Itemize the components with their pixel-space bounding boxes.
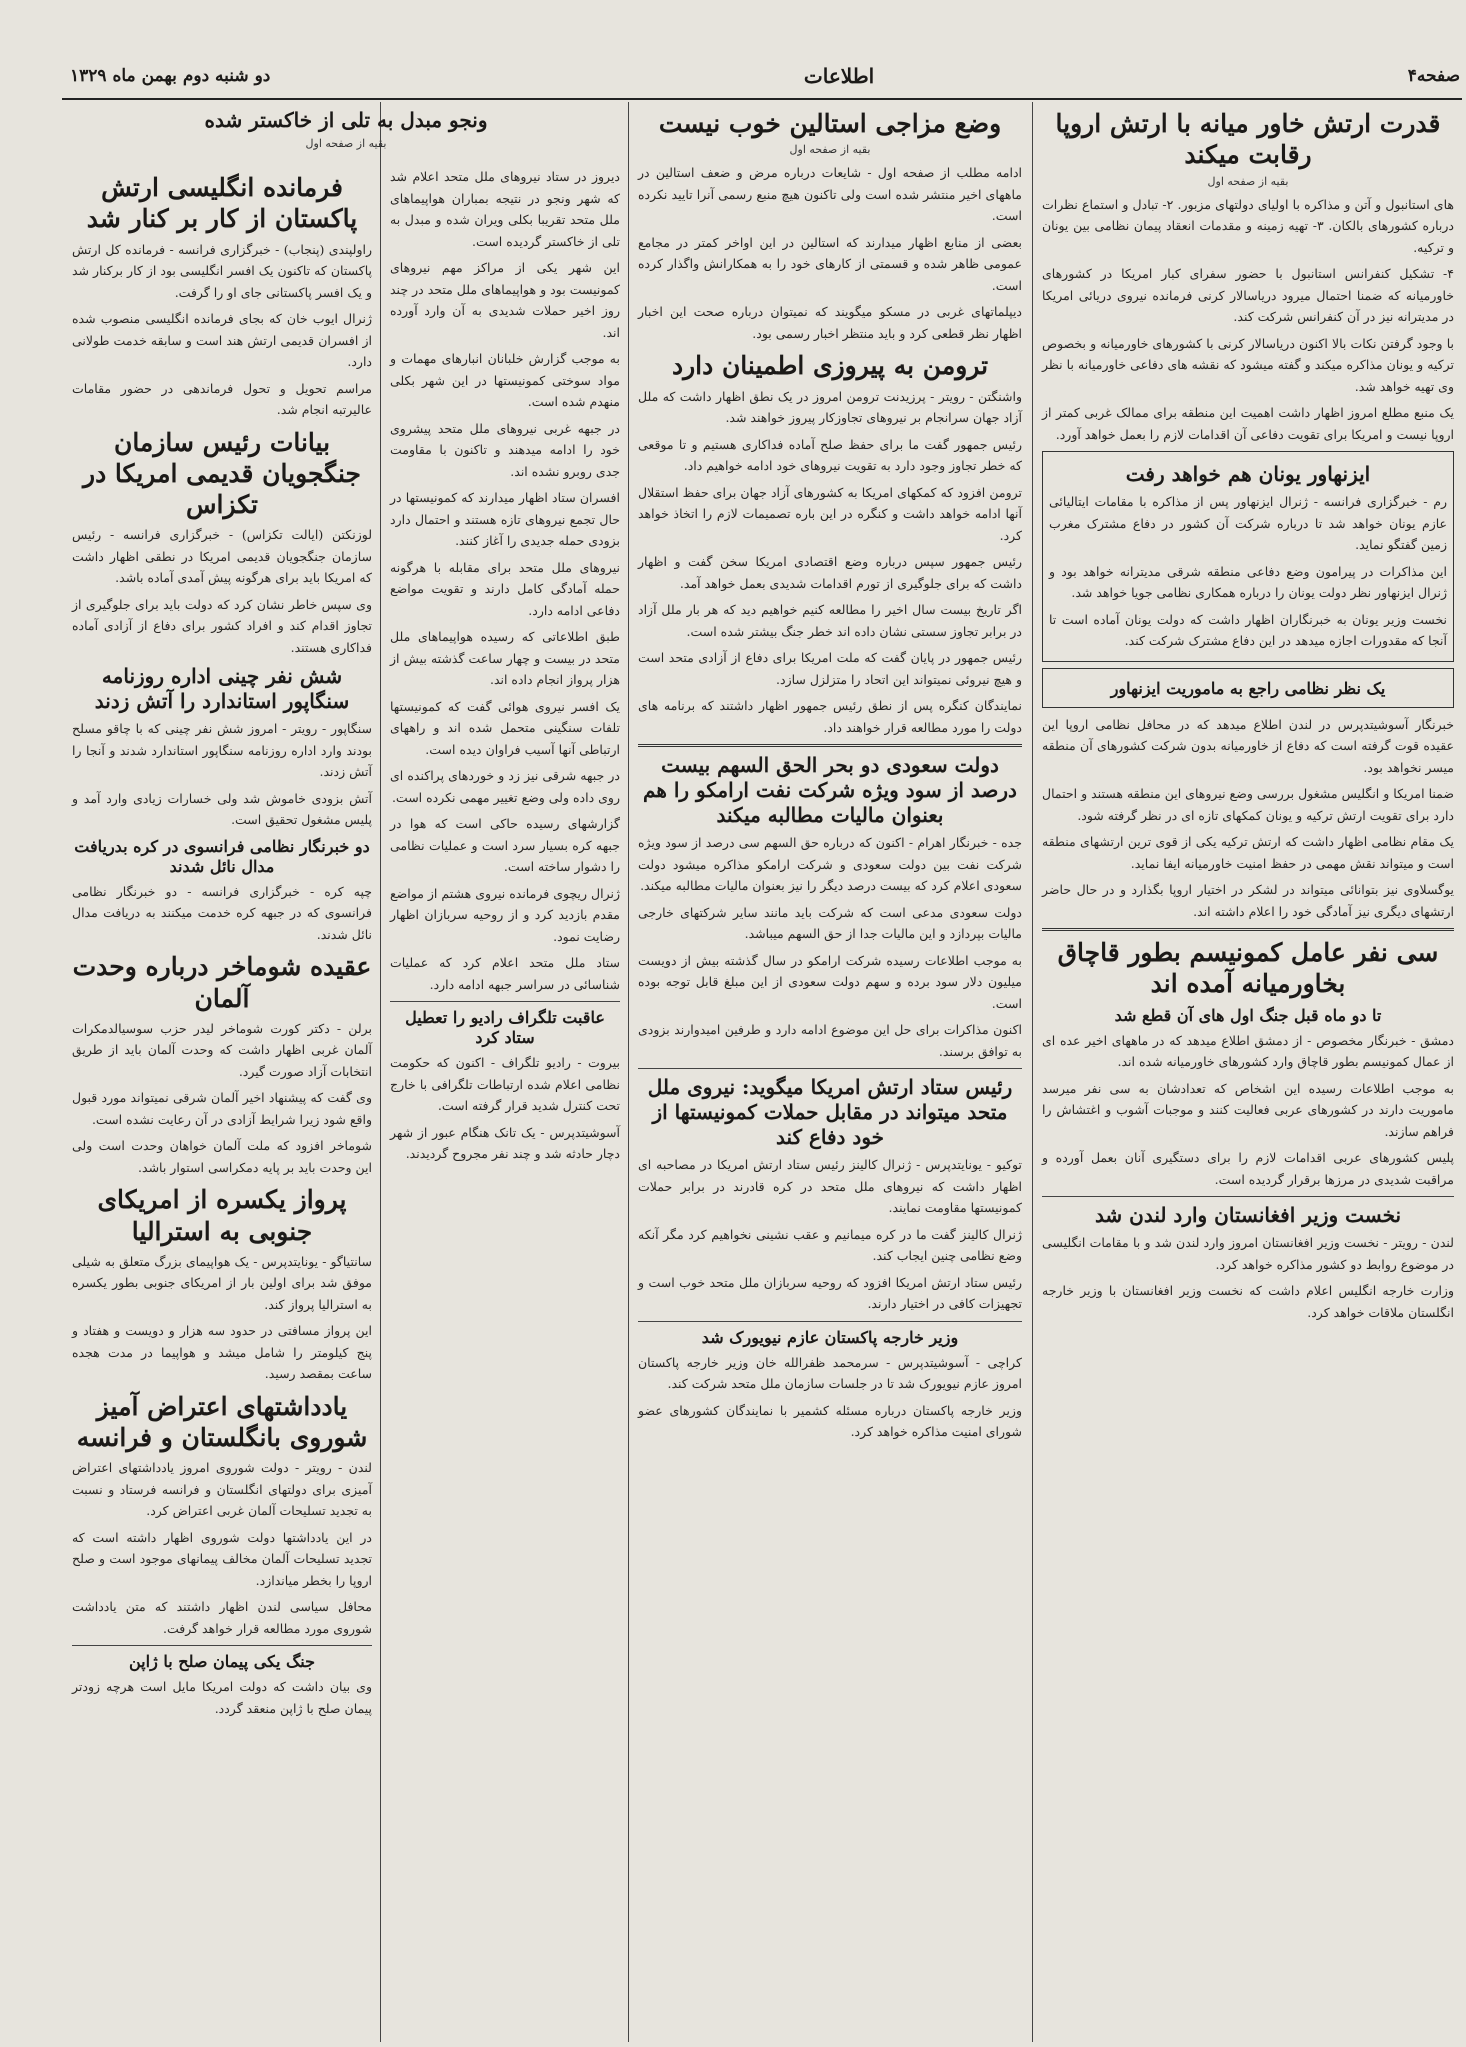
paragraph: وزیر خارجه پاکستان درباره مسئله کشمیر با نمایندگان کشورهای عضو شورای امنیت مذاکره خواهد کرد. <box>638 1402 1022 1439</box>
masthead <box>70 58 1460 94</box>
paragraph: اگر تاریخ بیست سال اخیر را مطالعه کنیم خواهیم دید که هر بار ملل آزاد در برابر تجاوز سستی نشان داده اند خطر جنگ بیشتر شده است. <box>638 602 1022 639</box>
section-rule <box>72 1645 372 1646</box>
paragraph: به موجب اطلاعات رسیده شرکت ارامکو در سال گذشته بیش از دویست میلیون دلار سود برده و سهم دولت سعودی از این مبلغ قابل توجه بوده است. <box>638 952 1022 1011</box>
left-block-header <box>64 102 628 162</box>
section-rule <box>638 1068 1022 1069</box>
subheadline: جنگ یکی پیمان صلح با ژاپن <box>128 1652 315 1672</box>
headline: رئیس ستاد ارتش امریکا میگوید: نیروی ملل متحد میتواند در مقابل حملات کمونیستها از خود دفاع کند <box>647 1075 1013 1149</box>
paragraph: مراسم تحویل و تحول فرماندهی در حضور مقامات عالیرتبه انجام شد. <box>72 380 372 417</box>
headline: شش نفر چینی اداره روزنامه سنگاپور استاندارد را آتش زدند <box>94 664 350 714</box>
continued-note: بقیه از صفحه اول <box>1207 174 1289 188</box>
headline: پرواز یکسره از امریکای جنوبی به استرالیا <box>97 1185 347 1246</box>
subheadline: تا دو ماه قبل جنگ اول های آن قطع شد <box>1114 1005 1382 1025</box>
paragraph: بعضی از منابع اظهار میدارند که استالین در این اواخر کمتر در مجامع عمومی ظاهر شده و قسمتی از کارهای خود را به همکارانش واگذار کرده است. <box>638 234 1022 293</box>
paragraph: دمشق - خبرنگار مخصوص - از دمشق اطلاع میدهد که در ماههای اخیر عده ای از عمال کمونیسم بطور قاچاق وارد کشورهای خاورمیانه شده اند. <box>1042 1032 1454 1069</box>
paragraph: رم - خبرگزاری فرانسه - ژنرال ایزنهاور پس از مذاکره با مقامات ایتالیائی عازم یونان خواهد شد تا درباره شرکت آن کشور در دفاع مشترک مغرب زمین گفتگو نماید. <box>1049 494 1447 552</box>
sidebar-box <box>1042 668 1454 708</box>
section-rule <box>638 744 1022 747</box>
paragraph: واشنگتن - رویتر - پرزیدنت ترومن امروز در یک نطق اظهار داشت که ملل آزاد جهان سرانجام بر نیروهای تجاوزکار پیروز خواهند شد. <box>638 388 1022 425</box>
headline: قدرت ارتش خاور میانه با ارتش اروپا رقابت میکند <box>1055 109 1441 170</box>
paragraph: یک منبع مطلع امروز اظهار داشت اهمیت این منطقه برای ممالک غربی کمتر از اروپا نیست و امریکا برای تقویت دفاعی آن اقدامات لازم را بعمل خواهد آورد. <box>1042 405 1454 442</box>
paragraph: پلیس کشورهای عربی اقدامات لازم را برای دستگیری آنان بعمل آورده و مراقبت شدیدی در مرزها برقرار گردیده است. <box>1042 1150 1454 1187</box>
paragraph: در جبهه شرقی نیز زد و خوردهای پراکنده ای روی داده ولی وضع تغییر مهمی نکرده است. <box>390 768 620 805</box>
paragraph: سنگاپور - رویتر - امروز شش نفر چینی که با چاقو مسلح بودند وارد اداره روزنامه سنگاپور استاندارد شدند و آنجا را آتش زدند. <box>72 721 372 780</box>
paragraph: وی بیان داشت که دولت امریکا مایل است هرچه زودتر پیمان صلح با ژاپن منعقد گردد. <box>72 1679 372 1716</box>
headline: یادداشتهای اعتراض آمیز شوروی بانگلستان و فرانسه <box>76 1391 368 1452</box>
paragraph: با وجود گرفتن نکات بالا اکنون دریاسالار کرنی با کشورهای خاورمیانه و بخصوص ترکیه و یونان مذاکره میکند و گفته میشود که نقشه های دفاعی خاورمیانه با نظر وی تهیه خواهد شد. <box>1042 335 1454 394</box>
paragraph: لندن - رویتر - نخست وزیر افغانستان امروز وارد لندن شد و با مقامات انگلیسی در موضوع روابط دو کشور مذاکره خواهد کرد. <box>1042 1235 1454 1272</box>
page-number: صفحه۴ <box>1407 66 1460 86</box>
headline: عقیده شوماخر درباره وحدت آلمان <box>72 952 372 1013</box>
column-divider <box>628 102 629 2042</box>
paragraph: جده - خبرنگار اهرام - اکنون که درباره حق السهم سی درصد از سود ویژه شرکت نفت بین دولت سعودی و شرکت ارامکو مذاکره میشود دولت سعودی اعلام کرد که بیست درصد دیگر را نیز بعنوان مالیات مطالبه میکند. <box>638 835 1022 893</box>
column-divider <box>380 102 381 2042</box>
paragraph: به موجب اطلاعات رسیده این اشخاص که تعدادشان به سی نفر میرسد ماموریت دارند در کشورهای عربی فعالیت کنند و موجبات آشوب و اغتشاش را فراهم سازند. <box>1042 1080 1454 1139</box>
masthead-rule <box>62 98 1462 100</box>
column-center-left <box>382 166 628 2042</box>
paragraph: وی سپس خاطر نشان کرد که دولت باید برای جلوگیری از تجاوز اقدام کند و افراد کشور برای دفاع از آزادی آماده فداکاری هستند. <box>72 596 372 655</box>
paragraph: رئیس جمهور سپس درباره وضع اقتصادی امریکا سخن گفت و اظهار داشت که برای جلوگیری از تورم اقدامات شدیدی بعمل خواهد آمد. <box>638 554 1022 591</box>
paragraph: رئیس ستاد ارتش امریکا افزود که روحیه سربازان ملل متحد خوب است و تجهیزات کافی در اختیار دارند. <box>638 1274 1022 1311</box>
paragraph: محافل سیاسی لندن اظهار داشتند که متن یادداشت شوروی مورد مطالعه قرار خواهد گرفت. <box>72 1599 372 1636</box>
paragraph: وزارت خارجه انگلیس اعلام داشت که نخست وزیر افغانستان با وزیر خارجه انگلستان ملاقات خواهد کرد. <box>1042 1283 1454 1320</box>
continued-note: بقیه از صفحه اول <box>305 137 387 150</box>
subheadline: ایزنهاور یونان هم خواهد رفت <box>1125 462 1371 486</box>
paragraph: نیروهای ملل متحد برای مقابله با هرگونه حمله آمادگی کامل دارند و تقویت مواضع دفاعی ادامه دارد. <box>390 559 620 618</box>
paragraph: دیپلماتهای غربی در مسکو میگویند که نمیتوان درباره صحت این اخبار اظهار نظر قطعی کرد و باید منتظر اخبار رسمی بود. <box>638 304 1022 341</box>
paragraph: نخست وزیر یونان به خبرنگاران اظهار داشت که دولت یونان آماده است تا آنجا که مقدورات اجازه میدهد در این دفاع مشترک شرکت کند. <box>1049 611 1447 648</box>
paragraph: آتش بزودی خاموش شد ولی خسارات زیادی وارد آمد و پلیس مشغول تحقیق است. <box>72 790 372 828</box>
paragraph: وی گفت که پیشنهاد اخیر آلمان شرقی نمیتواند مورد قبول واقع شود زیرا شرایط آزادی در آن رعایت نشده است. <box>72 1090 372 1127</box>
sidebar-box <box>1042 451 1454 662</box>
section-rule <box>638 1321 1022 1322</box>
subheadline: یک نظر نظامی راجع به ماموریت ایزنهاور <box>1110 678 1386 698</box>
paragraph: یوگسلاوی نیز بتوانائی میتواند در لشکر در اختیار اروپا بگذارد و در حال حاضر ارتشهای دیگری نیز آمادگی خود را اعلام داشته اند. <box>1042 882 1454 919</box>
column-right <box>1034 102 1462 2042</box>
paragraph: این شهر یکی از مراکز مهم نیروهای کمونیست بود و هواپیماهای ملل متحد در چند روز اخیر حملات شدیدی به آن وارد آورده اند. <box>390 260 620 340</box>
paragraph: ضمنا امریکا و انگلیس مشغول بررسی وضع نیروهای این منطقه هستند و احتمال دارد برای تقویت ارتش ترکیه و یونان کمکهای تازه ای در نظر گرفته شود. <box>1042 786 1454 823</box>
headline: ونجو مبدل به تلی از خاکستر شده <box>204 108 488 132</box>
paragraph: بیروت - رادیو تلگراف - اکنون که حکومت نظامی اعلام شده ارتباطات تلگرافی با خارج تحت کنترل شدید قرار گرفته است. <box>390 1055 620 1113</box>
paragraph: در این یادداشتها دولت شوروی اظهار داشته است که تجدید تسلیحات آلمان مخالف پیمانهای موجود است و صلح اروپا را بخطر میاندازد. <box>72 1529 372 1588</box>
subheadline: ترومن به پیروزی اطمینان دارد <box>671 351 989 381</box>
paragraph: ژنرال کالینز گفت ما در کره میمانیم و عقب نشینی نخواهیم کرد مگر آنکه وضع نظامی چنین ایجاب کند. <box>638 1226 1022 1263</box>
paragraph: کراچی - آسوشیتدپرس - سرمحمد ظفرالله خان وزیر خارجه پاکستان امروز عازم نیویورک شد تا در جلسات سازمان ملل متحد شرکت کند. <box>638 1354 1022 1391</box>
headline: وضع مزاجی استالین خوب نیست <box>658 109 1002 138</box>
subheadline: وزیر خارجه پاکستان عازم نیویورک شد <box>701 1327 959 1347</box>
paragraph: دیروز در ستاد نیروهای ملل متحد اعلام شد که شهر ونجو در نتیجه بمباران هواپیماهای ملل متحد تقریبا بکلی ویران شده و مبدل به تلی از خاکستر گردیده است. <box>390 169 620 249</box>
paragraph: طبق اطلاعاتی که رسیده هواپیماهای ملل متحد در بیست و چهار ساعت گذشته بیش از هزار پرواز انجام داده اند. <box>390 629 620 687</box>
paragraph: دولت سعودی مدعی است که شرکت باید مانند سایر شرکتهای خارجی مالیات بپردازد و این مالیات جدا از حق السهم میباشد. <box>638 904 1022 941</box>
paragraph: لوزنکتن (ایالت تکزاس) - خبرگزاری فرانسه - رئیس سازمان جنگجویان قدیمی امریکا در نطقی اظهار داشت که امریکا باید برای هرگونه پیش آمدی آماده باشد. <box>72 527 372 586</box>
paragraph: خبرنگار آسوشیتدپرس در لندن اطلاع میدهد که در محافل نظامی اروپا این عقیده قوت گرفته است که دفاع از خاورمیانه بدون شرکت کشورهای آن منطقه میسر نخواهد بود. <box>1042 716 1454 775</box>
paragraph: این مذاکرات در پیرامون وضع دفاعی منطقه شرقی مدیترانه خواهد بود و ژنرال ایزنهاور نظر دولت یونان را درباره همکاری نظامی جویا خواهد شد. <box>1049 563 1447 600</box>
paragraph: نمایندگان کنگره پس از نطق رئیس جمهور اظهار داشتند که برنامه های دولت را مورد مطالعه قرار خواهند داد. <box>638 698 1022 735</box>
column-left <box>64 166 380 2042</box>
paragraph: رئیس جمهور در پایان گفت که ملت امریکا برای دفاع از آزادی متحد است و هیچ نیروئی نمیتواند این اتحاد را متزلزل سازد. <box>638 650 1022 687</box>
paragraph: آسوشیتدپرس - یک تانک هنگام عبور از شهر دچار حادثه شد و چند نفر مجروح گردیدند. <box>390 1124 620 1161</box>
paragraph: سانتیاگو - یونایتدپرس - یک هواپیمای بزرگ متعلق به شیلی موفق شد برای اولین بار از امریکای جنوبی بطور یکسره به استرالیا پرواز کند. <box>72 1253 372 1312</box>
column-divider <box>1032 102 1033 2042</box>
section-rule <box>1042 1196 1454 1197</box>
paragraph: ژنرال ایوب خان که بجای فرمانده انگلیسی منصوب شده از افسران قدیمی ارتش هند است و سابقه خدمت طولانی دارد. <box>72 311 372 369</box>
headline: نخست وزیر افغانستان وارد لندن شد <box>1094 1203 1402 1227</box>
headline: دولت سعودی دو بحر الحق السهم بیست درصد از سود ویژه شرکت نفت ارامکو را هم بعنوان مالیات مطالبه میکند <box>643 753 1017 827</box>
continued-note: بقیه از صفحه اول <box>789 143 871 157</box>
paragraph: این پرواز مسافتی در حدود سه هزار و دویست و هفتاد و پنج کیلومتر را شامل میشد و هواپیما در مدت هجده ساعت بمقصد رسید. <box>72 1323 372 1382</box>
paragraph: راولپندی (پنجاب) - خبرگزاری فرانسه - فرمانده کل ارتش پاکستان که تاکنون یک افسر انگلیسی بود از کار برکنار شد و یک افسر پاکستانی جای او را گرفت. <box>72 241 372 300</box>
paper-name: اطلاعات <box>803 64 875 88</box>
paragraph: برلن - دکتر کورت شوماخر لیدر حزب سوسیالدمکرات آلمان غربی اظهار داشت که وحدت آلمان باید از طریق انتخابات آزاد صورت گیرد. <box>72 1020 372 1079</box>
section-rule <box>1042 928 1454 931</box>
subheadline: دو خبرنگار نظامی فرانسوی در کره بدریافت مدال نائل شدند <box>74 836 370 876</box>
paragraph: اکنون مذاکرات برای حل این موضوع ادامه دارد و طرفین امیدوارند بزودی به توافق برسند. <box>638 1022 1022 1059</box>
paragraph: لندن - رویتر - دولت شوروی امروز یادداشتهای اعتراض آمیزی برای دولتهای انگلستان و فرانسه فرستاد و نسبت به تجدید تسلیحات آلمان غربی اعتراض کرد. <box>72 1460 372 1519</box>
paragraph: ترومن افزود که کمکهای امریکا به کشورهای آزاد جهان برای حفظ استقلال آنها ادامه خواهد داشت و کنگره در این باره تصمیمات لازم را اتخاذ خواهد کرد. <box>638 484 1022 543</box>
paragraph: توکیو - یونایتدپرس - ژنرال کالینز رئیس ستاد ارتش امریکا در مصاحبه ای اظهار داشت که نیروهای ملل متحد در کره قادرند در برابر حملات کمونیستها مقاومت نمایند. <box>638 1157 1022 1215</box>
paragraph: ستاد ملل متحد اعلام کرد که عملیات شناسائی در سراسر جبهه ادامه دارد. <box>390 955 620 992</box>
issue-date: دو شنبه دوم بهمن ماه ۱۳۲۹ <box>70 66 271 86</box>
headline: فرمانده انگلیسی ارتش پاکستان از کار بر کنار شد <box>86 173 358 234</box>
paragraph: چپه کره - خبرگزاری فرانسه - دو خبرنگار نظامی فرانسوی که در جبهه کره خدمت میکنند به دریافت مدال نائل شدند. <box>72 883 372 942</box>
paragraph: ۴- تشکیل کنفرانس استانبول با حضور سفرای کبار امریکا در کشورهای خاورمیانه که ضمنا احتمال میرود دریاسالار کرنی فرمانده نیروی دریائی امریکا در مدیترانه نیز در آن کنفرانس شرکت کند. <box>1042 266 1454 324</box>
paragraph: رئیس جمهور گفت ما برای حفظ صلح آماده فداکاری هستیم و تا موقعی که خطر تجاوز وجود دارد به تقویت نیروهای خود ادامه خواهیم داد. <box>638 436 1022 473</box>
headline: بیانات رئیس سازمان جنگجویان قدیمی امریکا در تکزاس <box>83 427 361 519</box>
section-rule <box>390 1001 620 1002</box>
paragraph: در جبهه غربی نیروهای ملل متحد پیشروی خود را ادامه میدهند و تاکنون با مقاومت جدی روبرو نشده اند. <box>390 420 620 479</box>
paragraph: شوماخر افزود که ملت آلمان خواهان وحدت است ولی این وحدت باید بر پایه دمکراسی استوار باشد. <box>72 1138 372 1175</box>
paragraph: یک افسر نیروی هوائی گفت که کمونیستها تلفات سنگینی متحمل شده اند و راههای ارتباطی آنها آسیب فراوان دیده است. <box>390 698 620 757</box>
paragraph: ادامه مطلب از صفحه اول - شایعات درباره مرض و ضعف استالین در ماههای اخیر منتشر شده است ولی تاکنون هیچ منبع رسمی آنرا تایید نکرده است. <box>638 165 1022 224</box>
paragraph: افسران ستاد اظهار میدارند که کمونیستها در حال تجمع نیروهای تازه هستند و احتمال دارد بزودی حمله جدیدی را آغاز کنند. <box>390 490 620 548</box>
paragraph: گزارشهای رسیده حاکی است که هوا در جبهه کره بسیار سرد است و عملیات نظامی را دشوار ساخته است. <box>390 816 620 874</box>
subheadline: عاقبت تلگراف رادیو را تعطیل ستاد کرد <box>405 1008 605 1047</box>
paragraph: به موجب گزارش خلبانان انبارهای مهمات و مواد سوختی کمونیستها در این شهر بکلی منهدم شده است. <box>390 351 620 409</box>
column-center-right <box>630 102 1030 2042</box>
paragraph: ژنرال ریچوی فرمانده نیروی هشتم از مواضع مقدم بازدید کرد و از روحیه سربازان اظهار رضایت نمود. <box>390 885 620 944</box>
paragraph: های استانبول و آتن و مذاکره با اولیای دولتهای مزبور. ۲- تبادل و استماع نظرات درباره کشورهای بالکان. ۳- تهیه زمینه و مقدمات انعقاد پیمان نظامی بین یونان و ترکیه. <box>1042 196 1454 255</box>
headline: سی نفر عامل کمونیسم بطور قاچاق بخاورمیانه آمده اند <box>1057 938 1439 999</box>
paragraph: یک مقام نظامی اظهار داشت که ارتش ترکیه یکی از قوی ترین ارتشهای منطقه است و میتواند نقش مهمی در حفظ امنیت خاورمیانه ایفا نماید. <box>1042 834 1454 871</box>
